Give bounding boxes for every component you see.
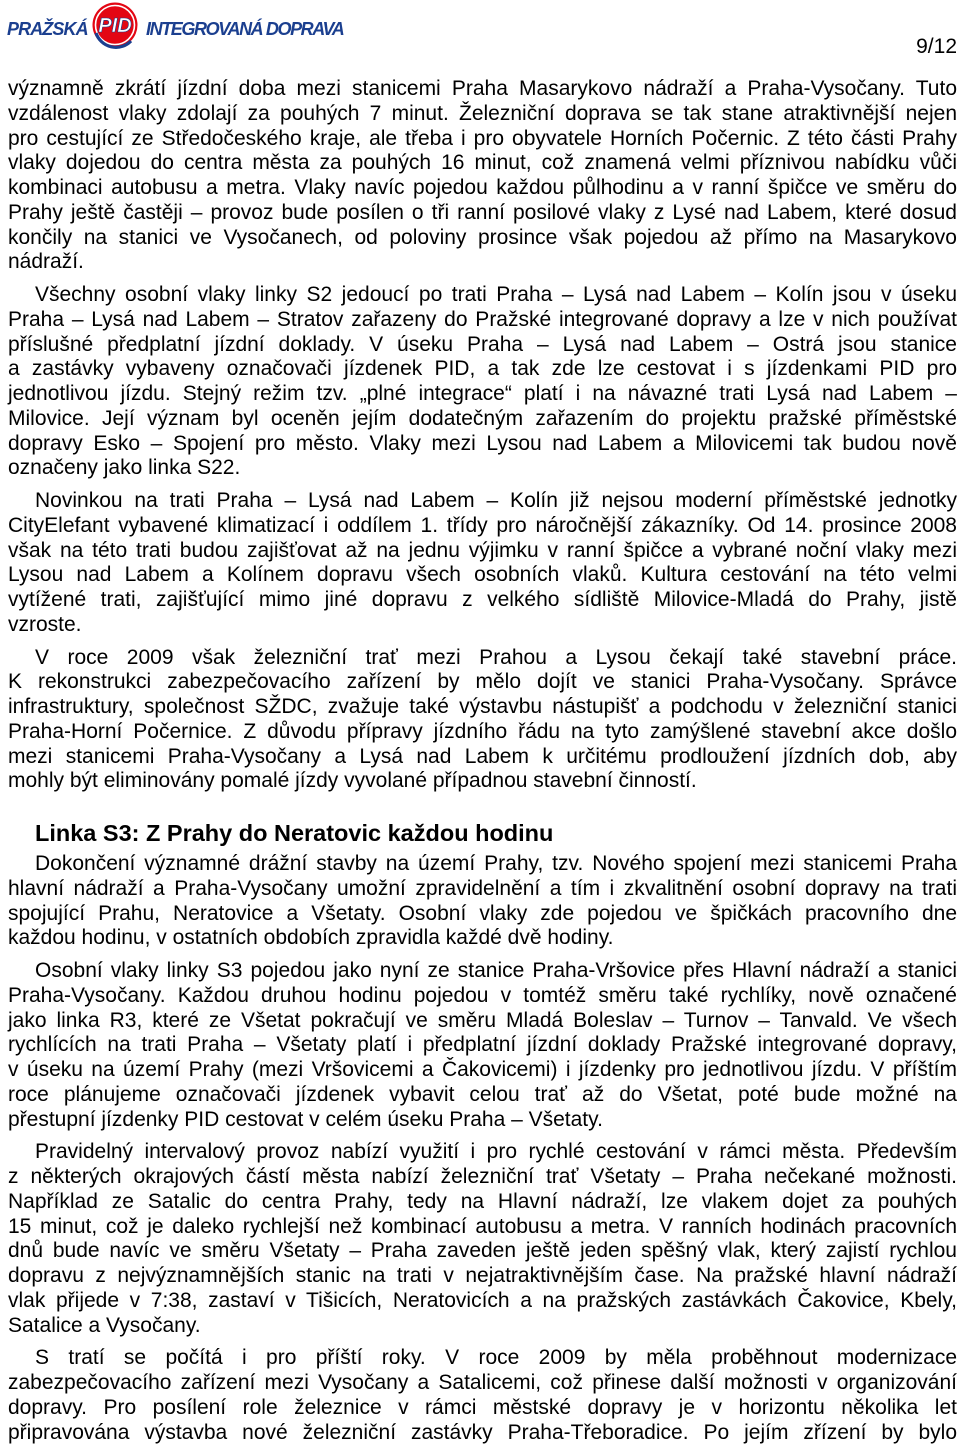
text-line: vzdálenost vlaky zdolají za pouhých 7 minut. Železniční doprava se tak stane atraktivnější nejen: [8, 101, 957, 125]
text-line: Dokončení významné drážní stavby na území Prahy, tzv. Nového spojení mezi stanicemi Praha: [35, 852, 957, 875]
text-line: pro cestující ze Středočeského kraje, ale třeba i pro obyvatele Horních Počernic. Z této části Prahy: [8, 126, 957, 150]
text-line: mohly být eliminovány pomalé jízdy vyvolané případnou stavební činností.: [8, 769, 697, 793]
text-line: Osobní vlaky linky S3 pojedou jako nyní ze stanice Praha-Vršovice přes Hlavní nádraží a stanici: [35, 959, 957, 982]
pid-logo-icon: [87, 1, 143, 49]
text-line: z některých okrajových částí města nabízí železniční trať Všetaty – Praha nečekané možnosti.: [8, 1165, 957, 1188]
text-line: V roce 2009 však železniční trať mezi Prahou a Lysou čekají také stavební práce.: [35, 645, 957, 669]
text-line: vlaky dojedou do centra města za pouhých 16 minut, což znamená velmi příznivou nabídku vůči: [8, 151, 957, 175]
paragraph: [8, 1140, 957, 1338]
text-line: Novinkou na trati Praha – Lysá nad Labem – Kolín již nejsou moderní příměstské jednotky: [35, 489, 957, 512]
text-line: Satalice a Vysočany.: [8, 1313, 201, 1337]
text-line: vlak přijede v 7:38, zastaví v Tišicích, Neratovicích a na pražských zastávkách Čakovice, Kbely,: [8, 1288, 957, 1312]
text-line: vzroste.: [8, 612, 82, 636]
text-line: a zastávky vybaveny označovači jízdenek PID, a tak zde lze cestovat i s jízdenkami PID pro: [8, 357, 957, 381]
section-heading: Linka S3: Z Prahy do Neratovic každou hodinu: [35, 820, 554, 846]
text-line: spojující Prahu, Neratovice a Všetaty. Osobní vlaky zde pojedou ve špičkách pracovního dne: [8, 901, 957, 925]
text-line: však na této trati budou zajišťovat až na jednu výjimku v ranní špičce a vybrané noční vlaky mezi: [8, 538, 957, 562]
text-line: označeny jako linka S22.: [8, 456, 241, 480]
paragraph: [8, 1346, 957, 1445]
text-line: dopravy Esko – Spojení pro město. Vlaky mezi Lysou nad Labem a Milovicemi tak budou nově: [8, 431, 957, 455]
paragraph: [8, 646, 957, 795]
logo-text-integrovana-doprava: INTEGROVANÁ DOPRAVA: [146, 19, 344, 39]
paragraph: [8, 283, 957, 481]
text-line: končily na stanici ve Vysočanech, od poloviny prosince však pojedou až přímo na Masarykovo: [8, 225, 957, 249]
paragraph: [8, 852, 957, 951]
text-line: infrastruktury, společnost SŽDC, zvažuje také výstavbu nástupišť a podchodu v železniční stanici: [8, 695, 957, 718]
text-line: v úseku na území Prahy (mezi Vršovicemi a Čakovicemi) i jízdenky pro jednotlivou jízdu. V příštím: [8, 1058, 957, 1081]
text-line: jako linka R3, které ze Všetat pokračují ve směru Mladá Boleslav – Turnov – Tanvald. Ve všech: [8, 1008, 957, 1032]
text-line: Praha-Vysočany. Každou druhou hodinu pojedou v tomtéž směru také rychlíky, nově označené: [8, 983, 957, 1007]
text-line: Milovice. Její význam byl oceněn jejím dodatečným zařazením do projektu pražské příměstské: [8, 406, 957, 430]
text-line: zabezpečovacího zařízení mezi Vysočany a Satalicemi, což přinese další možnosti v organizování: [8, 1371, 957, 1394]
paragraph: [8, 77, 957, 275]
paragraph: [8, 959, 957, 1132]
text-line: Například ze Satalic do centra Prahy, tedy na Hlavní nádraží, lze vlakem dojet za pouhých: [8, 1189, 957, 1213]
text-line: dnů bude navíc ve směru Všetaty – Praha zaveden ještě jeden spěšný vlak, který zajistí rychlou: [8, 1239, 957, 1263]
text-line: významně zkrátí jízdní doba mezi stanicemi Praha Masarykovo nádraží a Praha-Vysočany. Tuto: [8, 77, 957, 100]
paragraph: [8, 489, 957, 638]
text-line: Praha-Horní Počernice. Z důvodu přípravy jízdního řádu na tyto zamýšlené stavební akce došlo: [8, 719, 957, 743]
text-line: kombinaci autobusu a metra. Vlaky navíc pojedou každou půlhodinu a v ranní špičce ve směru do: [8, 176, 957, 199]
document-body: [8, 77, 957, 1445]
text-line: hlavní nádraží a Praha-Vysočany umožní zpravidelnění a tím i zkvalitnění osobní dopravy na trati: [8, 876, 957, 900]
text-line: příslušné předplatní jízdní doklady. V úseku Praha – Lysá nad Labem – Ostrá jsou stanice: [8, 332, 957, 356]
text-line: rychlících na trati Praha – Všetaty platí i předplatní jízdní doklady Pražské integrované dopravy,: [8, 1033, 957, 1057]
text-line: nádraží.: [8, 250, 84, 274]
page-number: 9/12: [916, 35, 957, 58]
text-line: každou hodinu, v ostatních obdobích zpravidla každé dvě hodiny.: [8, 926, 614, 950]
text-line: vytížené trati, zajišťující mimo jiné dopravu z velkého sídliště Milovice-Mladá do Prahy, jistě: [8, 588, 957, 611]
header: [0, 0, 960, 62]
text-line: dopravy. Pro posílení role železnice v rámci městské dopravy je v horizontu několika let: [8, 1395, 957, 1419]
text-line: Praha – Lysá nad Labem – Stratov zařazeny do Pražské integrované dopravy a lze v nich používat: [8, 307, 957, 331]
text-line: mezi stanicemi Praha-Vysočany a Lysá nad Labem k určitému prodloužení jízdních dob, aby: [8, 744, 957, 768]
text-line: přestupní jízdenky PID cestovat v celém úseku Praha – Všetaty.: [8, 1107, 603, 1131]
text-line: dopravu z nejvýznamnějších stanic na trati v nejatraktivnějším čase. Na pražské hlavní nádraží: [8, 1264, 957, 1287]
text-line: Lysou nad Labem a Kolínem dopravu všech osobních vlaků. Kultura cestování na této velmi: [8, 563, 957, 587]
text-line: jednotlivou jízdu. Stejný režim tzv. „plné integrace“ platí i na návazné trati Lysá nad Labem –: [8, 382, 957, 405]
text-line: 15 minut, což je daleko rychlejší než kombinací autobusu a metra. V ranních hodinách pracovních: [8, 1214, 957, 1238]
logo-text-prazska: PRAŽSKÁ: [7, 19, 88, 39]
text-line: CityElefant vybavené klimatizací i oddílem 1. třídy pro náročnější zákazníky. Od 14. prosince 2008: [8, 513, 957, 537]
pid-logo-lettering: PID: [98, 15, 132, 37]
text-line: připravována výstavba nové železniční zastávky Praha-Třeboradice. Po jejím zřízení by bylo: [8, 1420, 957, 1444]
text-line: roce plánujeme označovači jízdenek vybavit celou trať až do Všetat, poté bude možné na: [8, 1082, 957, 1106]
text-line: Pravidelný intervalový provoz nabízí využití i pro rychlé cestování v rámci města. Především: [35, 1140, 957, 1164]
text-line: S tratí se počítá i pro příští roky. V roce 2009 by měla proběhnout modernizace: [35, 1346, 957, 1370]
text-line: K rekonstrukci zabezpečovacího zařízení by mělo dojít ve stanici Praha-Vysočany. Správce: [8, 670, 957, 694]
text-line: Všechny osobní vlaky linky S2 jedoucí po trati Praha – Lysá nad Labem – Kolín jsou v úseku: [35, 283, 957, 306]
text-line: Prahy ještě častěji – provoz bude posílen o tři ranní posilové vlaky z Lysé nad Labem, které dosud: [8, 200, 957, 224]
